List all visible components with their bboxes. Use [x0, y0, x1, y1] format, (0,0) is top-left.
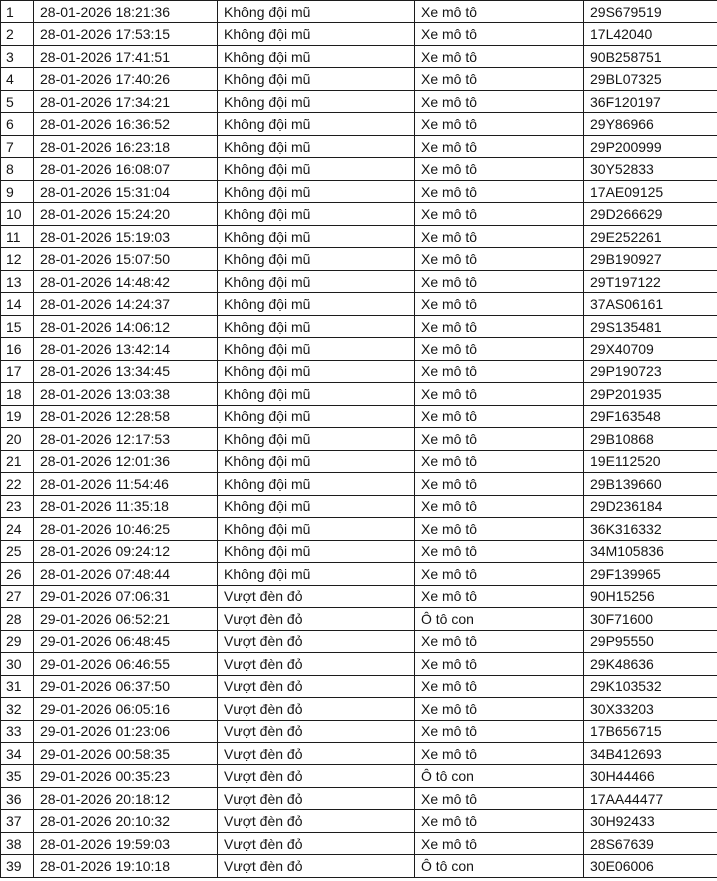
cell-datetime[interactable]: 28-01-2026 17:40:26 [34, 68, 218, 90]
cell-datetime[interactable]: 29-01-2026 07:06:31 [34, 585, 218, 607]
cell-datetime[interactable]: 28-01-2026 15:31:04 [34, 180, 218, 202]
cell-license-plate[interactable]: 29P95550 [584, 630, 717, 652]
cell-vehicle-type[interactable]: Xe mô tô [415, 45, 584, 67]
cell-license-plate[interactable]: 29P200999 [584, 135, 717, 157]
cell-row-number[interactable]: 28 [1, 608, 34, 630]
cell-violation-type[interactable]: Không đội mũ [218, 495, 415, 517]
table-row [1, 90, 717, 112]
cell-row-number[interactable]: 23 [1, 495, 34, 517]
cell-license-plate[interactable]: 29F139965 [584, 563, 717, 585]
cell-vehicle-type[interactable]: Xe mô tô [415, 90, 584, 112]
cell-row-number[interactable]: 32 [1, 698, 34, 720]
cell-vehicle-type[interactable]: Xe mô tô [415, 338, 584, 360]
cell-violation-type[interactable]: Không đội mũ [218, 225, 415, 247]
cell-license-plate[interactable]: 37AS06161 [584, 293, 717, 315]
cell-vehicle-type[interactable]: Xe mô tô [415, 810, 584, 832]
cell-vehicle-type[interactable]: Xe mô tô [415, 248, 584, 270]
cell-violation-type[interactable]: Vượt đèn đỏ [218, 855, 415, 878]
cell-datetime[interactable]: 28-01-2026 12:17:53 [34, 428, 218, 450]
cell-violation-type[interactable]: Không đội mũ [218, 113, 415, 135]
cell-datetime[interactable]: 28-01-2026 13:03:38 [34, 383, 218, 405]
cell-row-number[interactable]: 31 [1, 675, 34, 697]
cell-row-number[interactable]: 16 [1, 338, 34, 360]
table-row [1, 248, 717, 270]
cell-row-number[interactable]: 27 [1, 585, 34, 607]
cell-license-plate[interactable]: 34B412693 [584, 742, 717, 764]
cell-datetime[interactable]: 28-01-2026 13:42:14 [34, 338, 218, 360]
cell-license-plate[interactable]: 30X33203 [584, 698, 717, 720]
cell-vehicle-type[interactable]: Xe mô tô [415, 158, 584, 180]
cell-license-plate[interactable]: 29B190927 [584, 248, 717, 270]
cell-violation-type[interactable]: Vượt đèn đỏ [218, 720, 415, 742]
cell-violation-type[interactable]: Vượt đèn đỏ [218, 608, 415, 630]
cell-vehicle-type[interactable]: Xe mô tô [415, 450, 584, 472]
cell-datetime[interactable]: 29-01-2026 06:46:55 [34, 653, 218, 675]
cell-row-number[interactable]: 3 [1, 45, 34, 67]
cell-row-number[interactable]: 18 [1, 383, 34, 405]
cell-datetime[interactable]: 28-01-2026 11:35:18 [34, 495, 218, 517]
cell-datetime[interactable]: 28-01-2026 09:24:12 [34, 540, 218, 562]
table-row [1, 1, 717, 23]
cell-vehicle-type[interactable]: Xe mô tô [415, 698, 584, 720]
cell-violation-type[interactable]: Không đội mũ [218, 540, 415, 562]
table-row [1, 405, 717, 427]
cell-violation-type[interactable]: Không đội mũ [218, 270, 415, 292]
cell-datetime[interactable]: 28-01-2026 17:41:51 [34, 45, 218, 67]
cell-license-plate[interactable]: 30E06006 [584, 855, 717, 878]
cell-license-plate[interactable]: 30F71600 [584, 608, 717, 630]
cell-violation-type[interactable]: Không đội mũ [218, 428, 415, 450]
cell-row-number[interactable]: 13 [1, 270, 34, 292]
cell-datetime[interactable]: 29-01-2026 06:48:45 [34, 630, 218, 652]
table-row [1, 495, 717, 517]
cell-license-plate[interactable]: 29D236184 [584, 495, 717, 517]
table-row [1, 810, 717, 832]
table-row [1, 563, 717, 585]
table-row [1, 473, 717, 495]
cell-datetime[interactable]: 29-01-2026 01:23:06 [34, 720, 218, 742]
cell-datetime[interactable]: 28-01-2026 16:23:18 [34, 135, 218, 157]
cell-row-number[interactable]: 15 [1, 315, 34, 337]
cell-vehicle-type[interactable]: Xe mô tô [415, 383, 584, 405]
table-row [1, 630, 717, 652]
cell-vehicle-type[interactable]: Xe mô tô [415, 675, 584, 697]
table-row [1, 68, 717, 90]
cell-violation-type[interactable]: Vượt đèn đỏ [218, 810, 415, 832]
cell-violation-type[interactable]: Không đội mũ [218, 518, 415, 540]
cell-violation-type[interactable]: Vượt đèn đỏ [218, 675, 415, 697]
cell-row-number[interactable]: 8 [1, 158, 34, 180]
cell-vehicle-type[interactable]: Xe mô tô [415, 832, 584, 854]
cell-row-number[interactable]: 4 [1, 68, 34, 90]
table-row [1, 698, 717, 720]
cell-license-plate[interactable]: 90H15256 [584, 585, 717, 607]
cell-license-plate[interactable]: 29BL07325 [584, 68, 717, 90]
cell-violation-type[interactable]: Vượt đèn đỏ [218, 653, 415, 675]
table-row [1, 518, 717, 540]
cell-violation-type[interactable]: Không đội mũ [218, 45, 415, 67]
cell-violation-type[interactable]: Không đội mũ [218, 360, 415, 382]
cell-datetime[interactable]: 28-01-2026 14:24:37 [34, 293, 218, 315]
cell-datetime[interactable]: 29-01-2026 00:35:23 [34, 765, 218, 787]
cell-datetime[interactable]: 28-01-2026 18:21:36 [34, 1, 218, 23]
cell-license-plate[interactable]: 29T197122 [584, 270, 717, 292]
table-row [1, 450, 717, 472]
cell-datetime[interactable]: 29-01-2026 06:05:16 [34, 698, 218, 720]
cell-violation-type[interactable]: Vượt đèn đỏ [218, 585, 415, 607]
cell-license-plate[interactable]: 17AA44477 [584, 787, 717, 809]
table-row [1, 23, 717, 45]
cell-license-plate[interactable]: 36K316332 [584, 518, 717, 540]
cell-license-plate[interactable]: 17B656715 [584, 720, 717, 742]
cell-license-plate[interactable]: 29F163548 [584, 405, 717, 427]
cell-vehicle-type[interactable]: Xe mô tô [415, 23, 584, 45]
cell-row-number[interactable]: 36 [1, 787, 34, 809]
cell-row-number[interactable]: 29 [1, 630, 34, 652]
cell-violation-type[interactable]: Không đội mũ [218, 293, 415, 315]
cell-row-number[interactable]: 11 [1, 225, 34, 247]
table-row [1, 45, 717, 67]
cell-violation-type[interactable]: Không đội mũ [218, 383, 415, 405]
table-row [1, 158, 717, 180]
cell-datetime[interactable]: 28-01-2026 10:46:25 [34, 518, 218, 540]
cell-row-number[interactable]: 9 [1, 180, 34, 202]
table-row [1, 225, 717, 247]
cell-row-number[interactable]: 22 [1, 473, 34, 495]
cell-violation-type[interactable]: Không đội mũ [218, 203, 415, 225]
table-row [1, 585, 717, 607]
cell-datetime[interactable]: 28-01-2026 17:34:21 [34, 90, 218, 112]
cell-license-plate[interactable]: 36F120197 [584, 90, 717, 112]
cell-vehicle-type[interactable]: Xe mô tô [415, 495, 584, 517]
cell-violation-type[interactable]: Không đội mũ [218, 135, 415, 157]
cell-datetime[interactable]: 29-01-2026 06:52:21 [34, 608, 218, 630]
cell-datetime[interactable]: 28-01-2026 12:28:58 [34, 405, 218, 427]
cell-row-number[interactable]: 35 [1, 765, 34, 787]
cell-datetime[interactable]: 28-01-2026 16:08:07 [34, 158, 218, 180]
cell-vehicle-type[interactable]: Xe mô tô [415, 180, 584, 202]
cell-violation-type[interactable]: Vượt đèn đỏ [218, 832, 415, 854]
cell-violation-type[interactable]: Không đội mũ [218, 405, 415, 427]
cell-row-number[interactable]: 17 [1, 360, 34, 382]
cell-license-plate[interactable]: 17L42040 [584, 23, 717, 45]
table-row [1, 675, 717, 697]
cell-license-plate[interactable]: 29E252261 [584, 225, 717, 247]
table-row [1, 383, 717, 405]
table-row [1, 180, 717, 202]
table-row [1, 360, 717, 382]
cell-datetime[interactable]: 28-01-2026 20:18:12 [34, 787, 218, 809]
cell-row-number[interactable]: 10 [1, 203, 34, 225]
table-row [1, 113, 717, 135]
cell-license-plate[interactable]: 30Y52833 [584, 158, 717, 180]
cell-license-plate[interactable]: 29S679519 [584, 1, 717, 23]
cell-vehicle-type[interactable]: Xe mô tô [415, 473, 584, 495]
cell-vehicle-type[interactable]: Xe mô tô [415, 563, 584, 585]
violations-table-body [1, 1, 717, 878]
cell-vehicle-type[interactable]: Xe mô tô [415, 203, 584, 225]
cell-violation-type[interactable]: Không đội mũ [218, 450, 415, 472]
table-row [1, 428, 717, 450]
cell-row-number[interactable]: 19 [1, 405, 34, 427]
cell-license-plate[interactable]: 29K103532 [584, 675, 717, 697]
cell-license-plate[interactable]: 29S135481 [584, 315, 717, 337]
cell-row-number[interactable]: 34 [1, 742, 34, 764]
cell-violation-type[interactable]: Không đội mũ [218, 338, 415, 360]
table-row [1, 135, 717, 157]
cell-vehicle-type[interactable]: Xe mô tô [415, 428, 584, 450]
cell-license-plate[interactable]: 90B258751 [584, 45, 717, 67]
cell-license-plate[interactable]: 29D266629 [584, 203, 717, 225]
cell-vehicle-type[interactable]: Xe mô tô [415, 405, 584, 427]
cell-datetime[interactable]: 28-01-2026 19:10:18 [34, 855, 218, 878]
table-row [1, 608, 717, 630]
cell-license-plate[interactable]: 29K48636 [584, 653, 717, 675]
cell-vehicle-type[interactable]: Xe mô tô [415, 787, 584, 809]
cell-violation-type[interactable]: Vượt đèn đỏ [218, 742, 415, 764]
cell-row-number[interactable]: 21 [1, 450, 34, 472]
table-row [1, 832, 717, 854]
cell-violation-type[interactable]: Vượt đèn đỏ [218, 787, 415, 809]
cell-datetime[interactable]: 28-01-2026 14:06:12 [34, 315, 218, 337]
cell-datetime[interactable]: 29-01-2026 06:37:50 [34, 675, 218, 697]
cell-license-plate[interactable]: 29B139660 [584, 473, 717, 495]
table-row [1, 653, 717, 675]
cell-vehicle-type[interactable]: Xe mô tô [415, 630, 584, 652]
cell-datetime[interactable]: 28-01-2026 16:36:52 [34, 113, 218, 135]
cell-license-plate[interactable]: 29X40709 [584, 338, 717, 360]
cell-vehicle-type[interactable]: Xe mô tô [415, 1, 584, 23]
cell-violation-type[interactable]: Không đội mũ [218, 23, 415, 45]
cell-violation-type[interactable]: Không đội mũ [218, 180, 415, 202]
cell-datetime[interactable]: 28-01-2026 15:19:03 [34, 225, 218, 247]
cell-vehicle-type[interactable]: Xe mô tô [415, 360, 584, 382]
cell-violation-type[interactable]: Vượt đèn đỏ [218, 698, 415, 720]
cell-vehicle-type[interactable]: Ô tô con [415, 608, 584, 630]
cell-license-plate[interactable]: 28S67639 [584, 832, 717, 854]
cell-vehicle-type[interactable]: Xe mô tô [415, 293, 584, 315]
cell-row-number[interactable]: 12 [1, 248, 34, 270]
cell-row-number[interactable]: 39 [1, 855, 34, 878]
cell-datetime[interactable]: 28-01-2026 19:59:03 [34, 832, 218, 854]
cell-violation-type[interactable]: Không đội mũ [218, 1, 415, 23]
cell-vehicle-type[interactable]: Xe mô tô [415, 225, 584, 247]
table-row [1, 338, 717, 360]
cell-row-number[interactable]: 38 [1, 832, 34, 854]
cell-vehicle-type[interactable]: Ô tô con [415, 855, 584, 878]
cell-violation-type[interactable]: Không đội mũ [218, 473, 415, 495]
cell-vehicle-type[interactable]: Xe mô tô [415, 585, 584, 607]
cell-violation-type[interactable]: Vượt đèn đỏ [218, 765, 415, 787]
cell-datetime[interactable]: 29-01-2026 00:58:35 [34, 742, 218, 764]
cell-license-plate[interactable]: 30H44466 [584, 765, 717, 787]
cell-license-plate[interactable]: 30H92433 [584, 810, 717, 832]
table-row [1, 293, 717, 315]
cell-violation-type[interactable]: Không đội mũ [218, 68, 415, 90]
cell-row-number[interactable]: 7 [1, 135, 34, 157]
cell-license-plate[interactable]: 17AE09125 [584, 180, 717, 202]
cell-row-number[interactable]: 6 [1, 113, 34, 135]
cell-row-number[interactable]: 25 [1, 540, 34, 562]
cell-vehicle-type[interactable]: Xe mô tô [415, 653, 584, 675]
cell-row-number[interactable]: 20 [1, 428, 34, 450]
cell-row-number[interactable]: 1 [1, 1, 34, 23]
cell-datetime[interactable]: 28-01-2026 17:53:15 [34, 23, 218, 45]
cell-datetime[interactable]: 28-01-2026 07:48:44 [34, 563, 218, 585]
cell-vehicle-type[interactable]: Xe mô tô [415, 113, 584, 135]
cell-vehicle-type[interactable]: Xe mô tô [415, 315, 584, 337]
cell-row-number[interactable]: 33 [1, 720, 34, 742]
cell-vehicle-type[interactable]: Xe mô tô [415, 518, 584, 540]
cell-vehicle-type[interactable]: Xe mô tô [415, 742, 584, 764]
cell-datetime[interactable]: 28-01-2026 15:07:50 [34, 248, 218, 270]
cell-vehicle-type[interactable]: Xe mô tô [415, 720, 584, 742]
cell-license-plate[interactable]: 29Y86966 [584, 113, 717, 135]
cell-row-number[interactable]: 30 [1, 653, 34, 675]
cell-datetime[interactable]: 28-01-2026 15:24:20 [34, 203, 218, 225]
cell-license-plate[interactable]: 34M105836 [584, 540, 717, 562]
table-row [1, 855, 717, 878]
cell-license-plate[interactable]: 29P201935 [584, 383, 717, 405]
cell-datetime[interactable]: 28-01-2026 12:01:36 [34, 450, 218, 472]
cell-datetime[interactable]: 28-01-2026 20:10:32 [34, 810, 218, 832]
table-row [1, 742, 717, 764]
table-row [1, 765, 717, 787]
cell-violation-type[interactable]: Không đội mũ [218, 158, 415, 180]
cell-violation-type[interactable]: Vượt đèn đỏ [218, 630, 415, 652]
cell-row-number[interactable]: 26 [1, 563, 34, 585]
table-row [1, 315, 717, 337]
cell-vehicle-type[interactable]: Xe mô tô [415, 135, 584, 157]
cell-violation-type[interactable]: Không đội mũ [218, 90, 415, 112]
cell-vehicle-type[interactable]: Xe mô tô [415, 540, 584, 562]
cell-datetime[interactable]: 28-01-2026 14:48:42 [34, 270, 218, 292]
cell-datetime[interactable]: 28-01-2026 11:54:46 [34, 473, 218, 495]
cell-license-plate[interactable]: 29B10868 [584, 428, 717, 450]
cell-row-number[interactable]: 2 [1, 23, 34, 45]
cell-license-plate[interactable]: 19E112520 [584, 450, 717, 472]
table-row [1, 203, 717, 225]
cell-vehicle-type[interactable]: Ô tô con [415, 765, 584, 787]
cell-row-number[interactable]: 5 [1, 90, 34, 112]
cell-violation-type[interactable]: Không đội mũ [218, 248, 415, 270]
cell-violation-type[interactable]: Không đội mũ [218, 563, 415, 585]
cell-row-number[interactable]: 24 [1, 518, 34, 540]
table-row [1, 720, 717, 742]
cell-violation-type[interactable]: Không đội mũ [218, 315, 415, 337]
cell-datetime[interactable]: 28-01-2026 13:34:45 [34, 360, 218, 382]
cell-license-plate[interactable]: 29P190723 [584, 360, 717, 382]
table-row [1, 787, 717, 809]
cell-vehicle-type[interactable]: Xe mô tô [415, 270, 584, 292]
cell-row-number[interactable]: 14 [1, 293, 34, 315]
table-row [1, 270, 717, 292]
table-row [1, 540, 717, 562]
cell-row-number[interactable]: 37 [1, 810, 34, 832]
cell-vehicle-type[interactable]: Xe mô tô [415, 68, 584, 90]
